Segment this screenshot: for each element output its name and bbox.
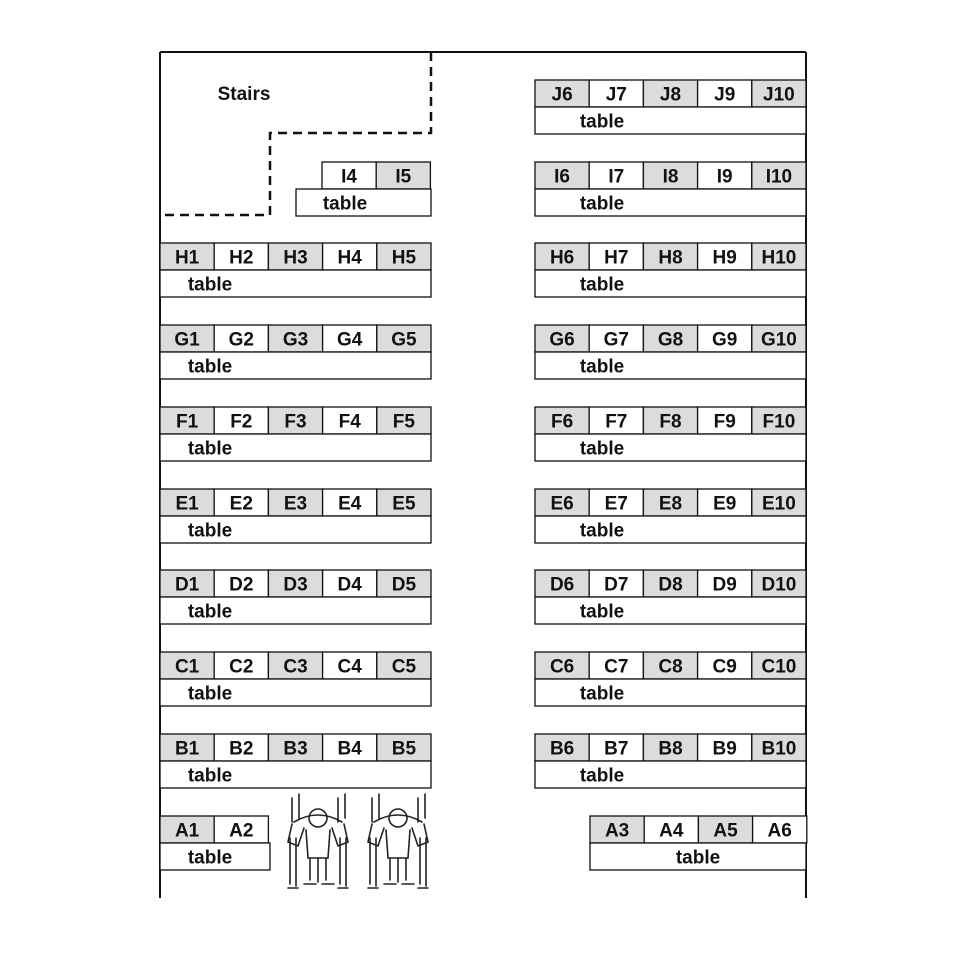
seat-f1[interactable] bbox=[160, 407, 214, 434]
seat-c7[interactable] bbox=[589, 652, 643, 679]
seat-label: D6 bbox=[549, 574, 575, 596]
table-label: table bbox=[187, 765, 233, 787]
table bbox=[160, 434, 431, 461]
table bbox=[160, 270, 431, 297]
seat-label: C5 bbox=[391, 656, 417, 678]
seat-c10[interactable] bbox=[752, 652, 806, 679]
seat-e6[interactable] bbox=[535, 489, 589, 516]
seat-d1[interactable] bbox=[160, 570, 214, 597]
seat-label: H4 bbox=[337, 247, 362, 269]
table bbox=[535, 107, 806, 134]
seat-label: H2 bbox=[229, 247, 254, 269]
seat-d8[interactable] bbox=[643, 570, 697, 597]
seat-label: I8 bbox=[662, 166, 679, 188]
seat-label: C10 bbox=[761, 656, 797, 678]
seat-g3[interactable] bbox=[268, 325, 322, 352]
seat-label: C8 bbox=[658, 656, 683, 678]
seat-label: H3 bbox=[283, 247, 308, 269]
table bbox=[535, 352, 806, 379]
seat-d9[interactable] bbox=[698, 570, 752, 597]
wheelchair-user-icon bbox=[288, 794, 348, 888]
seat-h7[interactable] bbox=[589, 243, 643, 270]
seat-label: F1 bbox=[176, 411, 199, 433]
seat-label: E3 bbox=[283, 493, 308, 515]
seat-a1[interactable] bbox=[160, 816, 214, 843]
seat-label: F5 bbox=[392, 411, 415, 433]
seat-e7[interactable] bbox=[589, 489, 643, 516]
seat-label: J10 bbox=[763, 84, 795, 106]
seat-j8[interactable] bbox=[643, 80, 697, 107]
seat-f8[interactable] bbox=[643, 407, 697, 434]
seat-h2[interactable] bbox=[214, 243, 268, 270]
seat-label: H1 bbox=[174, 247, 200, 269]
seat-label: A1 bbox=[174, 820, 200, 842]
seat-f7[interactable] bbox=[589, 407, 643, 434]
seat-d4[interactable] bbox=[323, 570, 377, 597]
seat-f2[interactable] bbox=[214, 407, 268, 434]
seat-b2[interactable] bbox=[214, 734, 268, 761]
seat-label: E2 bbox=[229, 493, 253, 515]
seat-label: G9 bbox=[712, 329, 738, 351]
seat-label: B7 bbox=[604, 738, 629, 760]
seat-label: A2 bbox=[229, 820, 254, 842]
seat-label: B1 bbox=[174, 738, 200, 760]
seat-e10[interactable] bbox=[752, 489, 806, 516]
table bbox=[160, 516, 431, 543]
seat-e2[interactable] bbox=[214, 489, 268, 516]
table bbox=[535, 516, 806, 543]
table-label: table bbox=[579, 520, 625, 542]
seat-label: G1 bbox=[174, 329, 200, 351]
seat-label: I5 bbox=[395, 166, 412, 188]
seat-label: D1 bbox=[174, 574, 200, 596]
table-label: table bbox=[675, 847, 721, 869]
seat-j6[interactable] bbox=[535, 80, 589, 107]
seat-h10[interactable] bbox=[752, 243, 806, 270]
seat-f6[interactable] bbox=[535, 407, 589, 434]
seat-a2[interactable] bbox=[214, 816, 268, 843]
seat-g6[interactable] bbox=[535, 325, 589, 352]
seat-label: G7 bbox=[603, 329, 629, 351]
seat-label: B3 bbox=[283, 738, 308, 760]
seat-i7[interactable] bbox=[589, 162, 643, 189]
seat-g10[interactable] bbox=[752, 325, 806, 352]
seat-i5[interactable] bbox=[376, 162, 430, 189]
table bbox=[535, 434, 806, 461]
seat-f5[interactable] bbox=[377, 407, 431, 434]
seat-label: B10 bbox=[761, 738, 797, 760]
seat-e3[interactable] bbox=[268, 489, 322, 516]
table-label: table bbox=[579, 193, 625, 215]
seat-label: I9 bbox=[716, 166, 733, 188]
table-label: table bbox=[579, 438, 625, 460]
seat-label: J9 bbox=[714, 84, 736, 106]
seat-label: F10 bbox=[762, 411, 796, 433]
seat-label: C9 bbox=[712, 656, 737, 678]
seat-label: C1 bbox=[174, 656, 200, 678]
seat-d3[interactable] bbox=[268, 570, 322, 597]
seat-label: E10 bbox=[761, 493, 796, 515]
table bbox=[535, 270, 806, 297]
seat-g4[interactable] bbox=[323, 325, 377, 352]
table-label: table bbox=[579, 765, 625, 787]
row-c bbox=[160, 652, 806, 706]
seat-label: G10 bbox=[760, 329, 797, 351]
seat-g2[interactable] bbox=[214, 325, 268, 352]
seat-rows bbox=[160, 80, 807, 870]
seat-i4[interactable] bbox=[322, 162, 376, 189]
seat-label: E4 bbox=[338, 493, 362, 515]
seat-label: C2 bbox=[229, 656, 254, 678]
seat-b4[interactable] bbox=[323, 734, 377, 761]
seat-label: D4 bbox=[337, 574, 362, 596]
seat-label: J7 bbox=[605, 84, 627, 106]
row-g bbox=[160, 325, 806, 379]
table-label: table bbox=[579, 601, 625, 623]
seat-f4[interactable] bbox=[323, 407, 377, 434]
seat-label: D7 bbox=[604, 574, 629, 596]
seat-label: F3 bbox=[284, 411, 307, 433]
seat-c9[interactable] bbox=[698, 652, 752, 679]
seat-b5[interactable] bbox=[377, 734, 431, 761]
seat-label: B4 bbox=[337, 738, 362, 760]
seat-f10[interactable] bbox=[752, 407, 806, 434]
seat-label: C3 bbox=[283, 656, 308, 678]
seat-f3[interactable] bbox=[268, 407, 322, 434]
seat-label: F7 bbox=[605, 411, 628, 433]
seat-b8[interactable] bbox=[643, 734, 697, 761]
seat-label: G8 bbox=[657, 329, 684, 351]
seat-label: G2 bbox=[228, 329, 254, 351]
seat-label: H5 bbox=[391, 247, 417, 269]
seat-c3[interactable] bbox=[268, 652, 322, 679]
table bbox=[160, 352, 431, 379]
seat-b7[interactable] bbox=[589, 734, 643, 761]
row-d bbox=[160, 570, 806, 624]
seat-b6[interactable] bbox=[535, 734, 589, 761]
seat-label: C4 bbox=[337, 656, 362, 678]
seat-label: F8 bbox=[659, 411, 682, 433]
seat-label: G6 bbox=[549, 329, 575, 351]
seat-label: E8 bbox=[658, 493, 683, 515]
seat-d6[interactable] bbox=[535, 570, 589, 597]
table-label: table bbox=[187, 601, 233, 623]
table-label: table bbox=[187, 847, 233, 869]
table bbox=[160, 679, 431, 706]
row-i bbox=[296, 162, 806, 216]
seat-h6[interactable] bbox=[535, 243, 589, 270]
seat-d2[interactable] bbox=[214, 570, 268, 597]
seat-b3[interactable] bbox=[268, 734, 322, 761]
seat-g5[interactable] bbox=[377, 325, 431, 352]
seat-i6[interactable] bbox=[535, 162, 589, 189]
seat-g9[interactable] bbox=[698, 325, 752, 352]
seat-label: G5 bbox=[391, 329, 417, 351]
seat-label: E5 bbox=[392, 493, 416, 515]
stairs-label: Stairs bbox=[217, 84, 271, 105]
seat-i8[interactable] bbox=[643, 162, 697, 189]
seat-e5[interactable] bbox=[377, 489, 431, 516]
table-label: table bbox=[187, 520, 233, 542]
seat-label: D10 bbox=[761, 574, 797, 596]
seat-label: B8 bbox=[658, 738, 683, 760]
seat-h3[interactable] bbox=[268, 243, 322, 270]
seat-g7[interactable] bbox=[589, 325, 643, 352]
seat-label: G3 bbox=[282, 329, 309, 351]
seat-i9[interactable] bbox=[698, 162, 752, 189]
seat-c2[interactable] bbox=[214, 652, 268, 679]
seat-j10[interactable] bbox=[752, 80, 806, 107]
seat-label: F9 bbox=[713, 411, 736, 433]
seat-a3[interactable] bbox=[590, 816, 644, 843]
seat-j9[interactable] bbox=[698, 80, 752, 107]
seat-h9[interactable] bbox=[698, 243, 752, 270]
seat-label: E6 bbox=[550, 493, 574, 515]
table-label: table bbox=[187, 274, 233, 296]
table-label: table bbox=[579, 356, 625, 378]
seat-i10[interactable] bbox=[752, 162, 806, 189]
row-h bbox=[160, 243, 806, 297]
seat-label: C7 bbox=[604, 656, 629, 678]
seat-label: D5 bbox=[391, 574, 417, 596]
seat-e8[interactable] bbox=[643, 489, 697, 516]
seat-label: H10 bbox=[761, 247, 797, 269]
table bbox=[535, 679, 806, 706]
table-label: table bbox=[187, 438, 233, 460]
seat-label: B6 bbox=[549, 738, 575, 760]
seat-label: D9 bbox=[712, 574, 737, 596]
seat-d10[interactable] bbox=[752, 570, 806, 597]
seat-label: E7 bbox=[604, 493, 628, 515]
seat-d5[interactable] bbox=[377, 570, 431, 597]
row-j bbox=[535, 80, 806, 134]
row-a bbox=[160, 816, 807, 870]
seat-label: C6 bbox=[549, 656, 575, 678]
table-label: table bbox=[579, 683, 625, 705]
seat-label: H7 bbox=[604, 247, 629, 269]
table bbox=[535, 597, 806, 624]
seat-a5[interactable] bbox=[698, 816, 752, 843]
table bbox=[160, 597, 431, 624]
wheelchair-user-icon bbox=[368, 794, 428, 888]
seat-label: F2 bbox=[230, 411, 253, 433]
seat-g8[interactable] bbox=[643, 325, 697, 352]
table bbox=[535, 761, 806, 788]
seat-f9[interactable] bbox=[698, 407, 752, 434]
seat-b1[interactable] bbox=[160, 734, 214, 761]
seat-label: I10 bbox=[765, 166, 793, 188]
seat-b9[interactable] bbox=[698, 734, 752, 761]
seat-label: B9 bbox=[712, 738, 737, 760]
seat-label: D8 bbox=[658, 574, 683, 596]
seat-e4[interactable] bbox=[323, 489, 377, 516]
seat-label: A3 bbox=[604, 820, 630, 842]
seat-a6[interactable] bbox=[753, 816, 807, 843]
seat-label: F4 bbox=[338, 411, 361, 433]
table bbox=[160, 761, 431, 788]
seat-c5[interactable] bbox=[377, 652, 431, 679]
seat-h5[interactable] bbox=[377, 243, 431, 270]
table-label: table bbox=[187, 356, 233, 378]
seat-h8[interactable] bbox=[643, 243, 697, 270]
seat-a4[interactable] bbox=[644, 816, 698, 843]
table-label: table bbox=[187, 683, 233, 705]
seat-label: H6 bbox=[549, 247, 575, 269]
seat-label: G4 bbox=[337, 329, 363, 351]
seat-label: D3 bbox=[283, 574, 308, 596]
seat-label: B2 bbox=[229, 738, 254, 760]
table-label: table bbox=[322, 193, 368, 215]
wheelchair-area bbox=[288, 794, 428, 888]
seat-label: E1 bbox=[175, 493, 199, 515]
row-e bbox=[160, 489, 806, 543]
seat-d7[interactable] bbox=[589, 570, 643, 597]
seat-j7[interactable] bbox=[589, 80, 643, 107]
table bbox=[535, 189, 806, 216]
seat-label: D2 bbox=[229, 574, 254, 596]
seat-label: A6 bbox=[767, 820, 792, 842]
seat-c4[interactable] bbox=[323, 652, 377, 679]
seat-label: J6 bbox=[551, 84, 573, 106]
seat-label: H8 bbox=[658, 247, 683, 269]
table bbox=[160, 843, 270, 870]
seat-label: E9 bbox=[713, 493, 737, 515]
seat-label: A4 bbox=[659, 820, 684, 842]
seat-e1[interactable] bbox=[160, 489, 214, 516]
seat-b10[interactable] bbox=[752, 734, 806, 761]
seat-e9[interactable] bbox=[698, 489, 752, 516]
seat-label: A5 bbox=[713, 820, 738, 842]
seat-c1[interactable] bbox=[160, 652, 214, 679]
seat-label: F6 bbox=[551, 411, 574, 433]
seat-label: I4 bbox=[341, 166, 358, 188]
seat-label: I7 bbox=[608, 166, 625, 188]
seat-label: H9 bbox=[712, 247, 737, 269]
seat-c8[interactable] bbox=[643, 652, 697, 679]
seat-label: B5 bbox=[391, 738, 417, 760]
row-b bbox=[160, 734, 806, 788]
seat-label: I6 bbox=[554, 166, 571, 188]
table-label: table bbox=[579, 111, 625, 133]
seat-c6[interactable] bbox=[535, 652, 589, 679]
table-label: table bbox=[579, 274, 625, 296]
seat-label: J8 bbox=[659, 84, 682, 106]
table bbox=[296, 189, 431, 216]
row-f bbox=[160, 407, 806, 461]
seat-h1[interactable] bbox=[160, 243, 214, 270]
seat-h4[interactable] bbox=[323, 243, 377, 270]
table bbox=[590, 843, 806, 870]
seat-g1[interactable] bbox=[160, 325, 214, 352]
